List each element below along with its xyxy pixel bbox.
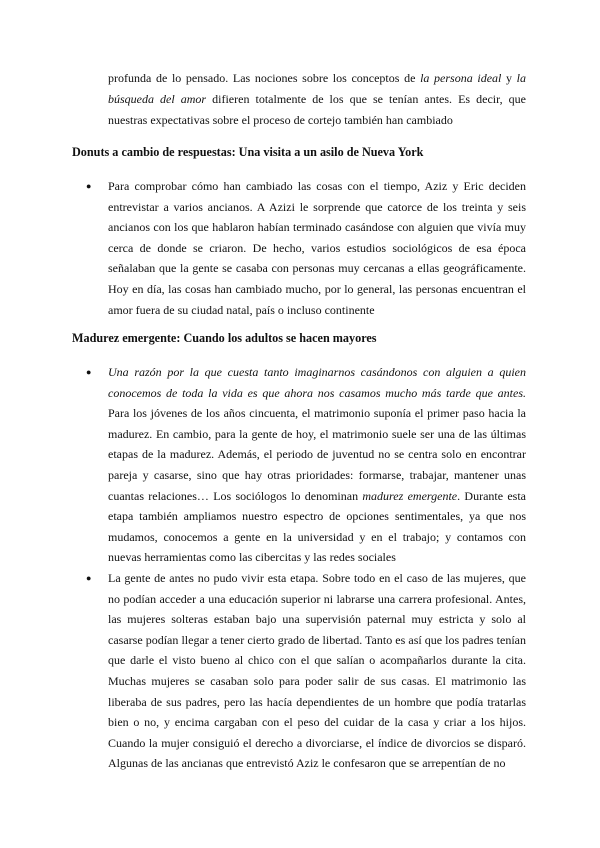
list-item-text: Para comprobar cómo han cambiado las cosas con el tiempo, Aziz y Eric deciden entrevistar a varios ancianos. A Azizi le sorprende que catorce de los treinta y seis ancianos con los que hablaron habían terminado casándose con alguien que vivía muy cerca de donde se criaron. De hecho, varios estudios sociológicos de esa época señalaban que la gente se casaba con personas muy cercanas a ellas geográficamente. Hoy en día, las cosas han cambiado mucho, por lo general, las personas encuentran el amor fuera de su ciudad natal, país o incluso continente xyxy=(108,179,526,317)
section-heading-madurez: Madurez emergente: Cuando los adultos se hacen mayores xyxy=(72,331,377,345)
section-heading-asilo: Donuts a cambio de respuestas: Una visita a un asilo de Nueva York xyxy=(72,145,424,159)
bullet-list-madurez xyxy=(86,362,527,774)
list-item-text-end: . Durante esta etapa también ampliamos nuestro espectro de opciones sentimentales, ya que nos mudamos, conocemos a gente en la universidad y en el trabajo; y contamos con nuevas herramientas como las cibercitas y las redes sociales xyxy=(108,488,527,565)
intro-text-1: profunda de lo pensado. Las nociones sobre los conceptos de xyxy=(108,71,421,85)
list-item xyxy=(86,362,527,568)
intro-emphasis-2: la búsqueda del amor xyxy=(108,71,526,106)
intro-text-2: y xyxy=(501,71,517,85)
list-item xyxy=(86,176,526,320)
list-item xyxy=(86,568,526,774)
list-item-text: La gente de antes no pudo vivir esta etapa. Sobre todo en el caso de las mujeres, que no podían acceder a una educación superior ni labrarse una carrera profesional. Antes, las mujeres solteras estaban bajo una supervisión paternal muy estricta y solo al casarse podían llegar a tener cierto grado de libertad. Tanto es así que los padres tenían que darle el visto bueno al chico con el que salían o acompañarlos durante la cita. Muchas mujeres se casaban solo para poder salir de sus casas. El matrimonio las liberaba de sus padres, pero las hacía dependientes de un hombre que podía tratarlas bien o no, y encima cargaban con el peso del cuidar de la casa y criar a los hijos. Cuando la mujer consiguió el derecho a divorciarse, el índice de divorcios se disparó. Algunas de las ancianas que entrevistó Aziz le confesaron que se arrepentían de no xyxy=(108,570,526,771)
bullet-list-asilo xyxy=(86,176,526,320)
list-item-text: Para los jóvenes de los años cincuenta, el matrimonio suponía el primer paso hacia la madurez. En cambio, para la gente de hoy, el matrimonio suele ser una de las últimas etapas de la madurez. Además, el periodo de juventud no se centra solo en encontrar pareja y casarse, sino que hay otras prioridades: formarse, trabajar, mantener unas cuantas relaciones… Los sociólogos lo denominan xyxy=(108,406,526,503)
bullet-icon: ● xyxy=(86,181,92,191)
intro-emphasis-1: la persona ideal xyxy=(420,71,502,85)
intro-paragraph xyxy=(108,68,526,131)
list-item-emphasis-term: madurez emergente xyxy=(362,488,458,503)
bullet-icon: ● xyxy=(86,367,92,377)
intro-text-3: difieren totalmente de los que se tenían antes. Es decir, que nuestras expectativas sobre el proceso de cortejo también han cambiado xyxy=(108,92,527,127)
bullet-icon: ● xyxy=(86,572,92,583)
list-item-emphasis: Una razón por la que cuesta tanto imaginarnos casándonos con alguien a quien conocemos de toda la vida es que ahora nos casamos mucho más tarde que antes. xyxy=(108,365,526,400)
